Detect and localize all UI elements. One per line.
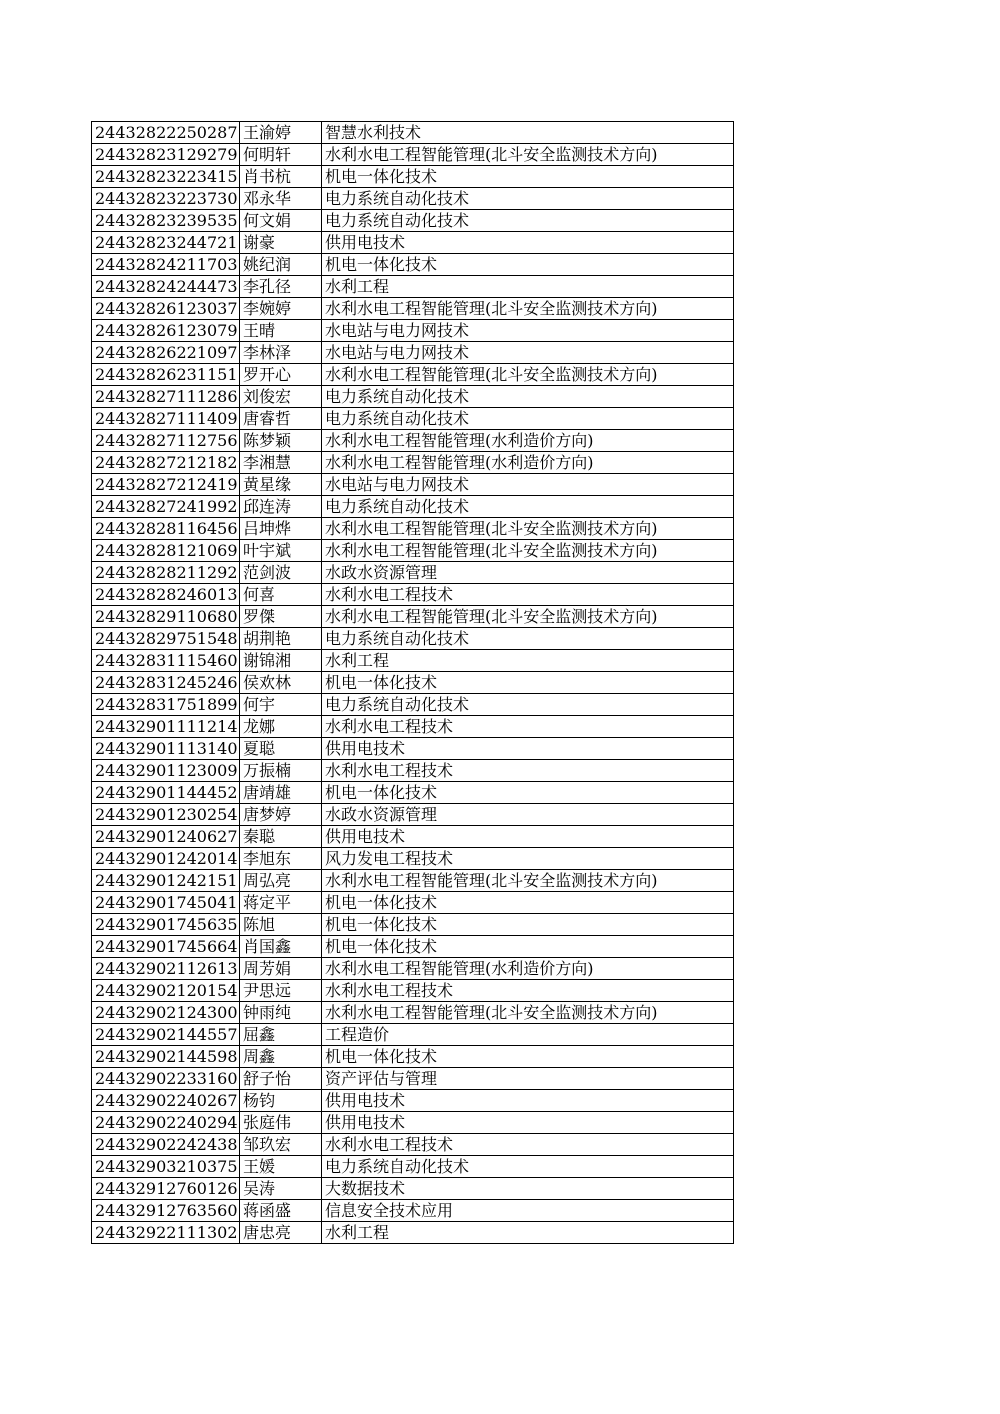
table-row bbox=[92, 1090, 734, 1112]
student-name-cell: 罗开心 bbox=[240, 364, 322, 386]
major-cell: 供用电技术 bbox=[322, 1112, 734, 1134]
major-cell: 机电一体化技术 bbox=[322, 254, 734, 276]
student-name-cell: 周弘亮 bbox=[240, 870, 322, 892]
table-row bbox=[92, 430, 734, 452]
table-row bbox=[92, 386, 734, 408]
major-cell: 水利水电工程智能管理(北斗安全监测技术方向) bbox=[322, 870, 734, 892]
major-cell: 机电一体化技术 bbox=[322, 782, 734, 804]
student-name-cell: 王渝婷 bbox=[240, 122, 322, 144]
table-row bbox=[92, 408, 734, 430]
major-cell: 机电一体化技术 bbox=[322, 166, 734, 188]
student-name-cell: 李林泽 bbox=[240, 342, 322, 364]
student-name-cell: 吴涛 bbox=[240, 1178, 322, 1200]
student-name-cell: 谢锦湘 bbox=[240, 650, 322, 672]
student-name-cell: 王媛 bbox=[240, 1156, 322, 1178]
student-id-cell: 24432827111409 bbox=[92, 408, 240, 430]
student-name-cell: 何喜 bbox=[240, 584, 322, 606]
table-row bbox=[92, 606, 734, 628]
major-cell: 水电站与电力网技术 bbox=[322, 320, 734, 342]
major-cell: 水利水电工程技术 bbox=[322, 716, 734, 738]
student-name-cell: 侯欢林 bbox=[240, 672, 322, 694]
table-row bbox=[92, 364, 734, 386]
major-cell: 水利水电工程技术 bbox=[322, 760, 734, 782]
student-id-cell: 24432902240294 bbox=[92, 1112, 240, 1134]
student-id-cell: 24432901745041 bbox=[92, 892, 240, 914]
student-name-cell: 杨钧 bbox=[240, 1090, 322, 1112]
student-name-cell: 王晴 bbox=[240, 320, 322, 342]
student-id-cell: 24432827241992 bbox=[92, 496, 240, 518]
table-row bbox=[92, 1178, 734, 1200]
student-name-cell: 刘俊宏 bbox=[240, 386, 322, 408]
student-name-cell: 万振楠 bbox=[240, 760, 322, 782]
student-id-cell: 24432823223415 bbox=[92, 166, 240, 188]
table-row bbox=[92, 936, 734, 958]
student-name-cell: 范剑波 bbox=[240, 562, 322, 584]
student-id-cell: 24432922111302 bbox=[92, 1222, 240, 1244]
major-cell: 水利水电工程智能管理(北斗安全监测技术方向) bbox=[322, 144, 734, 166]
student-name-cell: 李旭东 bbox=[240, 848, 322, 870]
table-row bbox=[92, 650, 734, 672]
table-row bbox=[92, 1046, 734, 1068]
student-id-cell: 24432902144598 bbox=[92, 1046, 240, 1068]
student-name-cell: 邹玖宏 bbox=[240, 1134, 322, 1156]
major-cell: 供用电技术 bbox=[322, 1090, 734, 1112]
major-cell: 机电一体化技术 bbox=[322, 936, 734, 958]
student-id-cell: 24432826231151 bbox=[92, 364, 240, 386]
major-cell: 水利水电工程智能管理(北斗安全监测技术方向) bbox=[322, 298, 734, 320]
student-id-cell: 24432901123009 bbox=[92, 760, 240, 782]
major-cell: 水利水电工程智能管理(水利造价方向) bbox=[322, 958, 734, 980]
student-id-cell: 24432901242151 bbox=[92, 870, 240, 892]
major-cell: 资产评估与管理 bbox=[322, 1068, 734, 1090]
major-cell: 电力系统自动化技术 bbox=[322, 386, 734, 408]
major-cell: 水利工程 bbox=[322, 1222, 734, 1244]
major-cell: 水利水电工程智能管理(北斗安全监测技术方向) bbox=[322, 518, 734, 540]
table-row bbox=[92, 298, 734, 320]
major-cell: 水利水电工程技术 bbox=[322, 980, 734, 1002]
major-cell: 水利水电工程智能管理(北斗安全监测技术方向) bbox=[322, 364, 734, 386]
table-row bbox=[92, 232, 734, 254]
student-name-cell: 舒子怡 bbox=[240, 1068, 322, 1090]
student-name-cell: 张庭伟 bbox=[240, 1112, 322, 1134]
student-name-cell: 唐梦婷 bbox=[240, 804, 322, 826]
student-name-cell: 肖书杭 bbox=[240, 166, 322, 188]
student-name-cell: 尹思远 bbox=[240, 980, 322, 1002]
table-body bbox=[92, 122, 734, 1244]
student-name-cell: 姚纪润 bbox=[240, 254, 322, 276]
major-cell: 电力系统自动化技术 bbox=[322, 628, 734, 650]
student-name-cell: 邓永华 bbox=[240, 188, 322, 210]
major-cell: 供用电技术 bbox=[322, 232, 734, 254]
table-row bbox=[92, 584, 734, 606]
student-name-cell: 陈梦颖 bbox=[240, 430, 322, 452]
student-name-cell: 李婉婷 bbox=[240, 298, 322, 320]
major-cell: 机电一体化技术 bbox=[322, 1046, 734, 1068]
table-row bbox=[92, 716, 734, 738]
student-id-cell: 24432826221097 bbox=[92, 342, 240, 364]
table-row bbox=[92, 738, 734, 760]
major-cell: 水电站与电力网技术 bbox=[322, 474, 734, 496]
major-cell: 电力系统自动化技术 bbox=[322, 408, 734, 430]
table-row bbox=[92, 1068, 734, 1090]
student-id-cell: 24432902112613 bbox=[92, 958, 240, 980]
student-id-cell: 24432827112756 bbox=[92, 430, 240, 452]
student-id-cell: 24432828116456 bbox=[92, 518, 240, 540]
table-row bbox=[92, 166, 734, 188]
student-id-cell: 24432901240627 bbox=[92, 826, 240, 848]
table-row bbox=[92, 826, 734, 848]
student-id-cell: 24432901745635 bbox=[92, 914, 240, 936]
major-cell: 信息安全技术应用 bbox=[322, 1200, 734, 1222]
student-id-cell: 24432902144557 bbox=[92, 1024, 240, 1046]
student-name-cell: 李孔径 bbox=[240, 276, 322, 298]
table-row bbox=[92, 276, 734, 298]
table-row bbox=[92, 804, 734, 826]
major-cell: 水利水电工程智能管理(水利造价方向) bbox=[322, 430, 734, 452]
student-name-cell: 周芳娟 bbox=[240, 958, 322, 980]
student-name-cell: 周鑫 bbox=[240, 1046, 322, 1068]
major-cell: 供用电技术 bbox=[322, 738, 734, 760]
student-id-cell: 24432902120154 bbox=[92, 980, 240, 1002]
student-name-cell: 胡荆艳 bbox=[240, 628, 322, 650]
student-name-cell: 邱连涛 bbox=[240, 496, 322, 518]
table-row bbox=[92, 540, 734, 562]
student-id-cell: 24432901230254 bbox=[92, 804, 240, 826]
major-cell: 机电一体化技术 bbox=[322, 892, 734, 914]
major-cell: 电力系统自动化技术 bbox=[322, 210, 734, 232]
student-id-cell: 24432827212419 bbox=[92, 474, 240, 496]
major-cell: 机电一体化技术 bbox=[322, 914, 734, 936]
major-cell: 水利水电工程智能管理(北斗安全监测技术方向) bbox=[322, 1002, 734, 1024]
student-name-cell: 夏聪 bbox=[240, 738, 322, 760]
student-id-cell: 24432828121069 bbox=[92, 540, 240, 562]
table-row bbox=[92, 562, 734, 584]
table-row bbox=[92, 496, 734, 518]
major-cell: 水利水电工程技术 bbox=[322, 1134, 734, 1156]
student-id-cell: 24432831115460 bbox=[92, 650, 240, 672]
table-row bbox=[92, 672, 734, 694]
major-cell: 水政水资源管理 bbox=[322, 804, 734, 826]
student-id-cell: 24432901242014 bbox=[92, 848, 240, 870]
student-id-cell: 24432823244721 bbox=[92, 232, 240, 254]
major-cell: 智慧水利技术 bbox=[322, 122, 734, 144]
major-cell: 水利水电工程技术 bbox=[322, 584, 734, 606]
student-id-cell: 24432831751899 bbox=[92, 694, 240, 716]
student-id-cell: 24432828246013 bbox=[92, 584, 240, 606]
student-id-cell: 24432822250287 bbox=[92, 122, 240, 144]
student-id-cell: 24432902124300 bbox=[92, 1002, 240, 1024]
student-id-cell: 24432824244473 bbox=[92, 276, 240, 298]
major-cell: 大数据技术 bbox=[322, 1178, 734, 1200]
table-row bbox=[92, 1222, 734, 1244]
table-row bbox=[92, 188, 734, 210]
major-cell: 水利工程 bbox=[322, 650, 734, 672]
table-row bbox=[92, 870, 734, 892]
major-cell: 水利水电工程智能管理(北斗安全监测技术方向) bbox=[322, 606, 734, 628]
table-row bbox=[92, 342, 734, 364]
major-cell: 水电站与电力网技术 bbox=[322, 342, 734, 364]
student-name-cell: 蒋定平 bbox=[240, 892, 322, 914]
major-cell: 机电一体化技术 bbox=[322, 672, 734, 694]
table-row bbox=[92, 958, 734, 980]
student-id-cell: 24432826123079 bbox=[92, 320, 240, 342]
student-id-cell: 24432823223730 bbox=[92, 188, 240, 210]
student-name-cell: 钟雨纯 bbox=[240, 1002, 322, 1024]
student-id-cell: 24432827111286 bbox=[92, 386, 240, 408]
student-name-cell: 黄星缘 bbox=[240, 474, 322, 496]
table-row bbox=[92, 144, 734, 166]
student-id-cell: 24432901111214 bbox=[92, 716, 240, 738]
student-id-cell: 24432903210375 bbox=[92, 1156, 240, 1178]
student-id-cell: 24432901113140 bbox=[92, 738, 240, 760]
major-cell: 电力系统自动化技术 bbox=[322, 1156, 734, 1178]
student-id-cell: 24432902242438 bbox=[92, 1134, 240, 1156]
table-row bbox=[92, 518, 734, 540]
student-id-cell: 24432828211292 bbox=[92, 562, 240, 584]
major-cell: 水政水资源管理 bbox=[322, 562, 734, 584]
table-row bbox=[92, 320, 734, 342]
student-name-cell: 唐忠亮 bbox=[240, 1222, 322, 1244]
student-id-cell: 24432824211703 bbox=[92, 254, 240, 276]
student-id-cell: 24432823129279 bbox=[92, 144, 240, 166]
student-id-cell: 24432831245246 bbox=[92, 672, 240, 694]
student-id-cell: 24432912763560 bbox=[92, 1200, 240, 1222]
table-row bbox=[92, 254, 734, 276]
student-name-cell: 屈鑫 bbox=[240, 1024, 322, 1046]
student-name-cell: 秦聪 bbox=[240, 826, 322, 848]
major-cell: 电力系统自动化技术 bbox=[322, 188, 734, 210]
table-row bbox=[92, 210, 734, 232]
student-id-cell: 24432823239535 bbox=[92, 210, 240, 232]
table-row bbox=[92, 452, 734, 474]
table-row bbox=[92, 760, 734, 782]
table-row bbox=[92, 782, 734, 804]
table-row bbox=[92, 848, 734, 870]
table-row bbox=[92, 892, 734, 914]
table-row bbox=[92, 1156, 734, 1178]
table-row bbox=[92, 1134, 734, 1156]
table-row bbox=[92, 694, 734, 716]
student-name-cell: 罗傑 bbox=[240, 606, 322, 628]
student-name-cell: 唐靖雄 bbox=[240, 782, 322, 804]
student-name-cell: 何文娟 bbox=[240, 210, 322, 232]
student-id-cell: 24432826123037 bbox=[92, 298, 240, 320]
student-name-cell: 陈旭 bbox=[240, 914, 322, 936]
student-name-cell: 唐睿哲 bbox=[240, 408, 322, 430]
student-id-cell: 24432829110680 bbox=[92, 606, 240, 628]
student-name-cell: 龙娜 bbox=[240, 716, 322, 738]
table-row bbox=[92, 1002, 734, 1024]
table-row bbox=[92, 474, 734, 496]
table-row bbox=[92, 628, 734, 650]
student-name-cell: 肖国鑫 bbox=[240, 936, 322, 958]
student-name-cell: 吕坤烨 bbox=[240, 518, 322, 540]
major-cell: 工程造价 bbox=[322, 1024, 734, 1046]
table-row bbox=[92, 1024, 734, 1046]
student-id-cell: 24432829751548 bbox=[92, 628, 240, 650]
student-id-cell: 24432901144452 bbox=[92, 782, 240, 804]
major-cell: 电力系统自动化技术 bbox=[322, 496, 734, 518]
major-cell: 水利水电工程智能管理(水利造价方向) bbox=[322, 452, 734, 474]
student-id-cell: 24432912760126 bbox=[92, 1178, 240, 1200]
student-id-cell: 24432902240267 bbox=[92, 1090, 240, 1112]
student-id-cell: 24432902233160 bbox=[92, 1068, 240, 1090]
table-row bbox=[92, 914, 734, 936]
student-table bbox=[91, 121, 734, 1244]
major-cell: 供用电技术 bbox=[322, 826, 734, 848]
table-row bbox=[92, 1112, 734, 1134]
student-name-cell: 谢豪 bbox=[240, 232, 322, 254]
student-name-cell: 何宇 bbox=[240, 694, 322, 716]
major-cell: 水利工程 bbox=[322, 276, 734, 298]
student-name-cell: 叶宇斌 bbox=[240, 540, 322, 562]
student-id-cell: 24432901745664 bbox=[92, 936, 240, 958]
major-cell: 水利水电工程智能管理(北斗安全监测技术方向) bbox=[322, 540, 734, 562]
student-id-cell: 24432827212182 bbox=[92, 452, 240, 474]
major-cell: 电力系统自动化技术 bbox=[322, 694, 734, 716]
student-name-cell: 蒋函盛 bbox=[240, 1200, 322, 1222]
student-name-cell: 何明轩 bbox=[240, 144, 322, 166]
table-row bbox=[92, 980, 734, 1002]
major-cell: 风力发电工程技术 bbox=[322, 848, 734, 870]
table-row bbox=[92, 122, 734, 144]
student-name-cell: 李湘慧 bbox=[240, 452, 322, 474]
table-row bbox=[92, 1200, 734, 1222]
